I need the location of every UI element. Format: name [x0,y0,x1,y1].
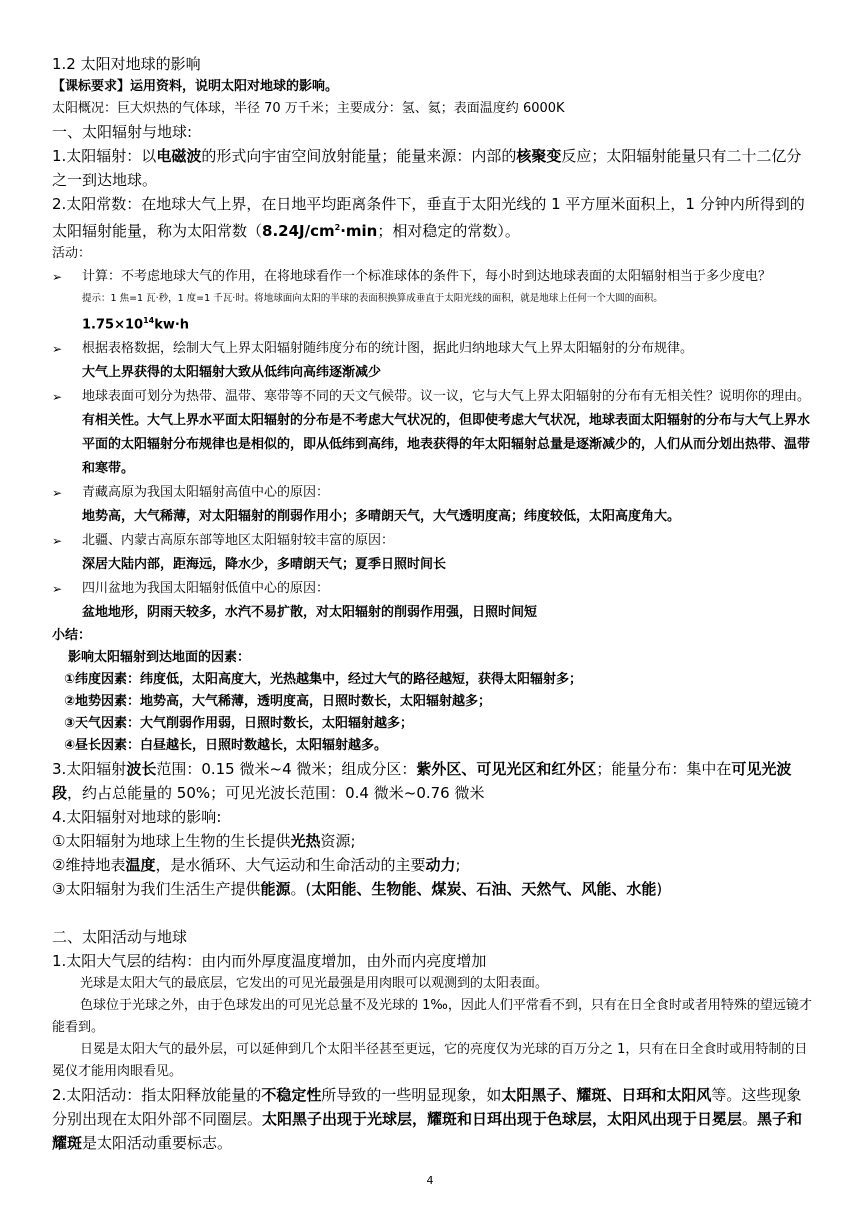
calculation-hint: 提示：1 焦=1 瓦·秒，1 度=1 千瓦·时。将地球面向太阳的半球的表面积换算成垂直于太阳光线的面积，就是地球上任何一个大圆的面积。 [82,293,663,304]
arrow-bullet-icon: ➢ [52,270,63,284]
arrow-bullet-icon: ➢ [52,342,63,357]
text: 的形式向宇宙空间放射能量；能量来源：内部的 [201,147,517,165]
activity-label: 活动： [52,246,92,261]
desc-chromosphere: 色球位于光球之外，由于色球发出的可见光总量不及光球的 1‰，因此人们平常看不到，只有在日全食时或者用特殊的望远镜才能看到。 [52,998,812,1036]
spacer [52,901,812,925]
factor-elevation: ②地势因素：地势高，大气稀薄，透明度高，日照时数长，太阳辐射越多； [64,694,492,710]
para-wavelength: 3.太阳辐射波长范围：0.15 微米~4 微米；组成分区：紫外区、可见光区和红外区；能量分布：集中在可见光波段，约占总能量的 50%；可见光波长范围：0.4 微米~0.76 微米 [52,760,792,803]
answer-3: 有相关性。大气上界水平面太阳辐射的分布是不考虑大气状况的，但即使考虑大气状况，地球表面太阳辐射的分布与大气上界水平面的太阳辐射分布规律也是相似的，即从低纬到高纬，地表获得的年太阳辐射总量是逐渐减少的，人们从而分划出热带、温带和寒带。 [82,413,811,477]
answer-2: 大气上界获得的太阳辐射大致从低纬向高纬逐渐减少 [82,365,382,381]
bold-term: 电磁波 [156,147,202,165]
bold-term: 核聚变 [516,147,562,165]
para-effects-heading: 4.太阳辐射对地球的影响: [52,808,222,827]
section-title: 1.2 太阳对地球的影响 [52,55,201,73]
desc-corona: 日冕是太阳大气的最外层，可以延伸到几个太阳半径甚至更远，它的亮度仅为光球的百万分之 1，只有在日全食时或用特制的日冕仪才能用肉眼看见。 [52,1042,808,1080]
solar-constant-value: $8.24J/cm^2\cdot\min$ [262,222,378,240]
para-solar-activity: 2.太阳活动：指太阳释放能量的不稳定性所导致的一些明显现象，如太阳黑子、耀斑、日珥和太阳风等。这些现象分别出现在太阳外部不同圈层。太阳黑子出现于光球层，耀斑和日珥出现于色球层，太阳风出现于日冕层。黑子和耀斑是太阳活动重要标志。 [52,1086,803,1153]
arrow-bullet-icon: ➢ [52,582,63,597]
arrow-bullet-icon: ➢ [52,390,63,405]
effect-3: ③太阳辐射为我们生活生产提供能源。(太阳能、生物能、煤炭、石油、天然气、风能、水能) [52,880,663,899]
factor-weather: ③天气因素：大气削弱作用弱，日照时数长，太阳辐射越多； [64,716,414,732]
factors-title: 影响太阳辐射到达地面的因素： [68,650,251,666]
effect-1: ①太阳辐射为地球上生物的生长提供光热资源; [52,832,356,851]
text: 反应；太阳辐射能量只有二十二亿分之一到达地球。 [52,147,802,189]
factor-daylength: ④昼长因素：白昼越长，日照时数越长，太阳辐射越多。 [64,738,388,754]
activity-question-2: ➢ 根据表格数据，绘制大气上界太阳辐射随纬度分布的统计图，据此归纳地球大气上界太阳辐射的分布规律。 [52,337,812,361]
activity-question-3: ➢ 地球表面可划分为热带、温带、寒带等不同的天文气候带。议一议，它与大气上界太阳辐射的分布有无相关性？说明你的理由。 [52,385,812,409]
arrow-bullet-icon: ➢ [52,534,63,549]
para-solar-constant [52,192,812,243]
para-solar-radiation [52,144,812,192]
text: 1.太阳辐射：以 [52,147,157,165]
answer-1: $1.75\times 10^{14}kw\cdot h$ [82,316,190,333]
answer-6: 盆地地形，阴雨天较多，水汽不易扩散，对太阳辐射的削弱作用强，日照时间短 [82,605,538,621]
desc-photosphere: 光球是太阳大气的最底层，它发出的可见光最强是用肉眼可以观测到的太阳表面。 [80,976,549,992]
answer-5: 深居大陆内部，距海远，降水少，多晴朗天气；夏季日照时间长 [82,557,447,573]
curriculum-requirement: 【课标要求】运用资料，说明太阳对地球的影响。 [52,79,339,94]
text: 2.太阳常数：在地球大气上界，在日地平均距离条件下，垂直于太阳光线的 1 平方厘米面积上，1 分钟内所得到的太阳辐射能量，称为太阳常数（ [52,195,805,240]
activity-question-1: ➢ 计算：不考虑地球大气的作用，在将地球看作一个标准球体的条件下，每小时到达地球表面的太阳辐射相当于多少度电？ [52,265,812,289]
text: ；相对稳定的常数）。 [377,222,520,240]
para-atmosphere-structure: 1.太阳大气层的结构：由内而外厚度温度增加，由外而内亮度增加 [52,952,487,971]
activity-question-5: ➢ 北疆、内蒙古高原东部等地区太阳辐射较丰富的原因： [52,529,812,553]
page-number: 4 [426,1174,434,1187]
summary-label: 小结： [52,628,92,644]
sun-overview: 太阳概况：巨大炽热的气体球，半径 70 万千米；主要成分：氢、氦；表面温度约 6000K [52,101,565,116]
factor-latitude: ①纬度因素：纬度低，太阳高度大，光热越集中，经过大气的路径越短，获得太阳辐射多； [64,672,583,688]
activity-question-4: ➢ 青藏高原为我国太阳辐射高值中心的原因： [52,481,812,505]
heading-solar-activity: 二、太阳活动与地球 [52,928,188,947]
heading-solar-radiation: 一、太阳辐射与地球: [52,123,193,141]
document-page [52,52,812,1155]
effect-2: ②维持地表温度，是水循环、大气运动和生命活动的主要动力; [52,856,461,875]
arrow-bullet-icon: ➢ [52,486,63,501]
answer-4: 地势高，大气稀薄，对太阳辐射的削弱作用小；多晴朗天气，大气透明度高；纬度较低，太阳高度角大。 [82,509,681,525]
activity-question-6: ➢ 四川盆地为我国太阳辐射低值中心的原因： [52,577,812,601]
